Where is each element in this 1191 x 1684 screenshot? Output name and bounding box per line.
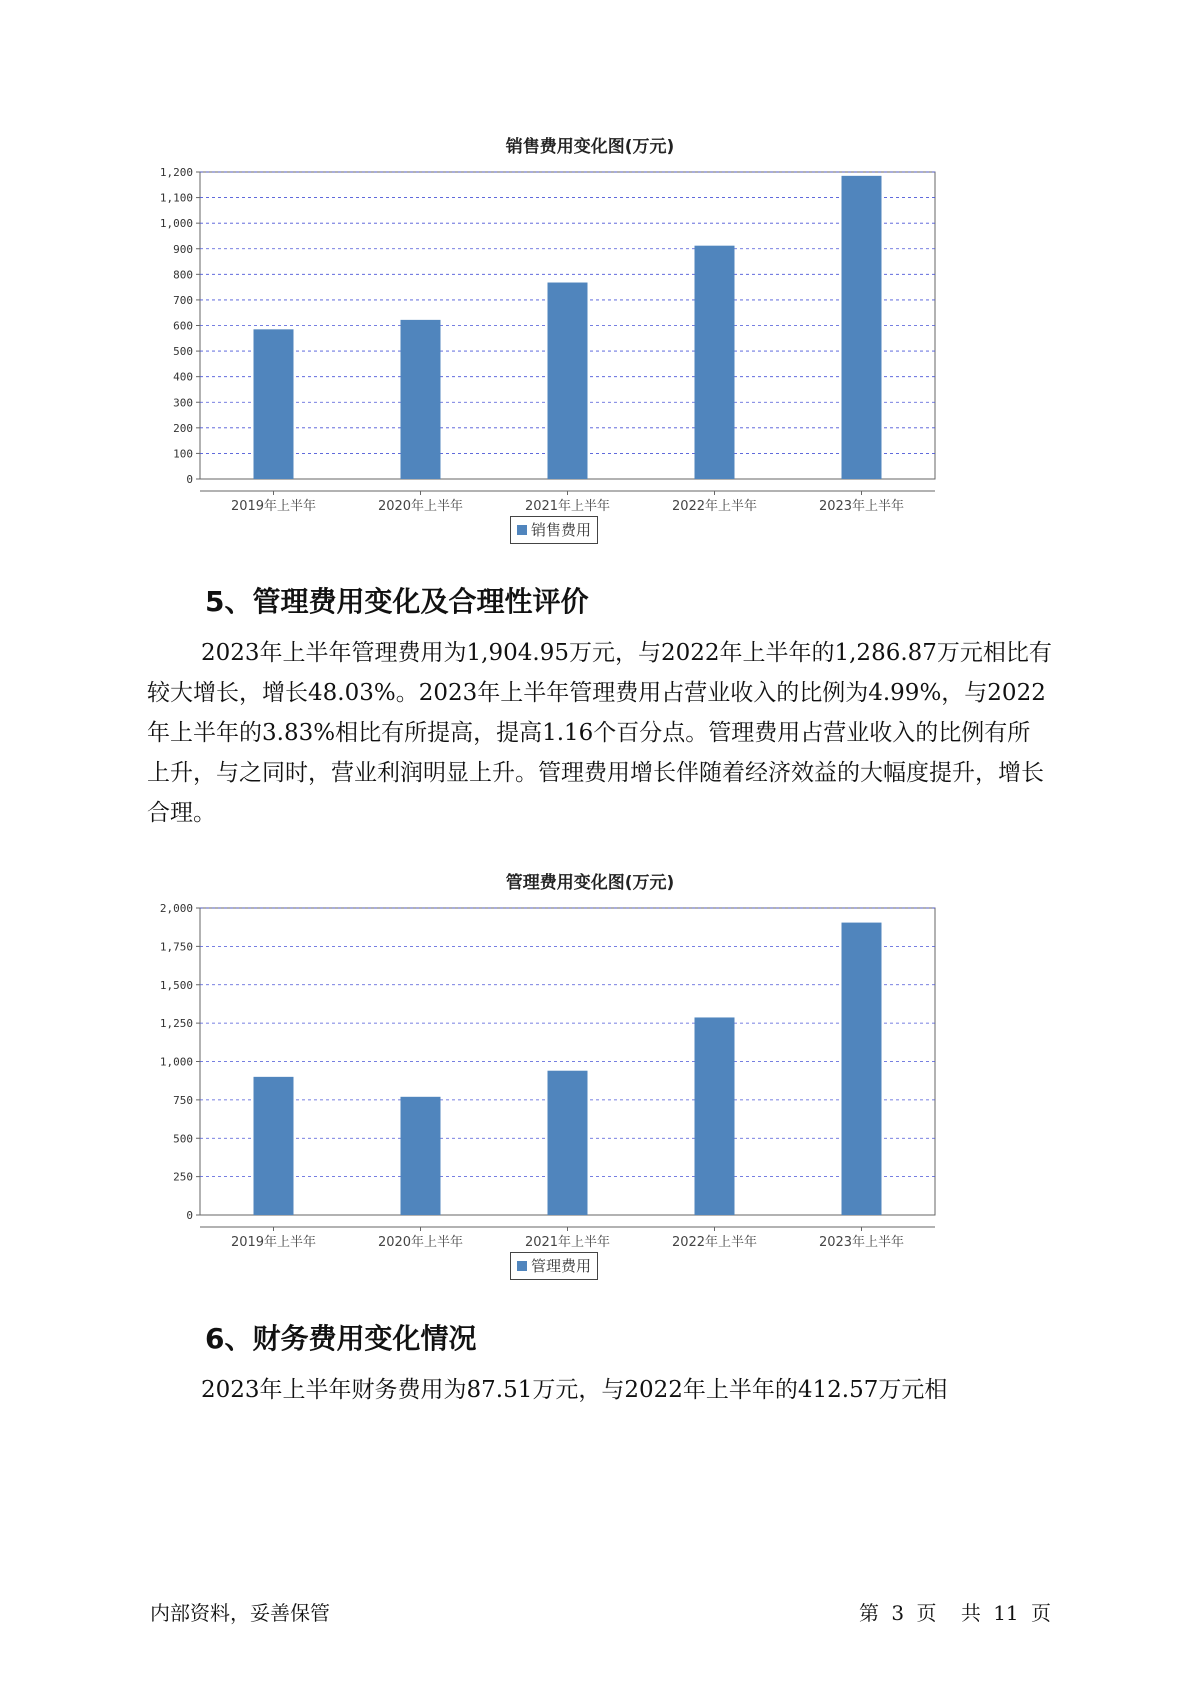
y-tick-label: 700 — [173, 293, 193, 307]
sales-expense-chart — [150, 132, 1030, 552]
bar — [254, 329, 294, 479]
x-tick-label: 2020年上半年 — [377, 499, 464, 514]
y-tick-label: 800 — [173, 268, 193, 282]
y-tick-label: 0 — [186, 473, 193, 486]
page-num: 3 — [891, 1601, 905, 1625]
section-5-paragraph: 2023年上半年管理费用为1,904.95万元，与2022年上半年的1,286.87万元相比有较大增长，增长48.03%。2023年上半年管理费用占营业收入的比例为4.99%，与2022年上半年的3.83%相比有所提高，提高1.16个百分点。管理费用占营业收入的比例有所上升，与之同时，营业利润明显上升。管理费用增长伴随着经济效益的大幅度提升，增长合理。 — [147, 640, 1052, 826]
bar — [842, 923, 882, 1215]
total-unit: 页 — [1031, 1601, 1051, 1625]
y-tick-label: 1,000 — [159, 1055, 193, 1069]
chart-legend — [510, 1252, 598, 1280]
footer-confidential: 内部资料，妥善保管 — [150, 1601, 330, 1625]
x-tick-label: 2023年上半年 — [818, 1235, 905, 1250]
bar — [401, 1097, 441, 1215]
y-tick-label: 500 — [173, 1132, 193, 1146]
y-tick-label: 1,250 — [159, 1017, 193, 1031]
y-tick-label: 1,500 — [159, 978, 193, 992]
y-tick-label: 400 — [173, 370, 193, 384]
page-unit: 页 — [916, 1601, 937, 1625]
x-tick-label: 2019年上半年 — [230, 499, 317, 514]
bar — [548, 283, 588, 479]
y-tick-label: 1,750 — [159, 940, 193, 954]
y-tick-label: 0 — [186, 1209, 193, 1222]
chart-title: 管理费用变化图(万元) — [505, 873, 675, 893]
y-tick-label: 600 — [173, 319, 193, 333]
y-tick-label: 1,200 — [159, 166, 193, 179]
y-tick-label: 900 — [173, 242, 193, 256]
section-6-heading: 6、财务费用变化情况 — [205, 1322, 477, 1355]
x-tick-label: 2021年上半年 — [524, 1235, 611, 1250]
legend-swatch — [517, 1261, 527, 1271]
footer-page-number — [853, 1597, 1051, 1626]
sales-expense-plot — [150, 162, 1030, 542]
x-tick-label: 2020年上半年 — [377, 1235, 464, 1250]
x-tick-label: 2022年上半年 — [671, 1235, 758, 1250]
section-6-paragraph: 2023年上半年财务费用为87.51万元，与2022年上半年的412.57万元相 — [201, 1377, 948, 1403]
total-label: 共 — [960, 1601, 981, 1625]
bar — [254, 1077, 294, 1215]
chart-legend — [510, 516, 598, 544]
bar — [695, 246, 735, 479]
legend-swatch — [517, 525, 527, 535]
x-tick-label: 2023年上半年 — [818, 499, 905, 514]
y-tick-label: 750 — [173, 1093, 193, 1107]
y-tick-label: 1,000 — [159, 217, 193, 231]
y-tick-label: 2,000 — [159, 902, 193, 915]
x-tick-label: 2019年上半年 — [230, 1235, 317, 1250]
x-tick-label: 2022年上半年 — [671, 499, 758, 514]
bar — [548, 1071, 588, 1215]
y-tick-label: 200 — [173, 421, 193, 435]
section-5-heading: 5、管理费用变化及合理性评价 — [205, 585, 589, 618]
x-tick-label: 2021年上半年 — [524, 499, 611, 514]
page-label: 第 — [859, 1601, 880, 1625]
legend-label: 管理费用 — [531, 1257, 592, 1275]
admin-expense-plot — [150, 898, 1030, 1278]
y-tick-label: 300 — [173, 396, 193, 410]
admin-expense-chart — [150, 868, 1030, 1288]
total-num: 11 — [993, 1601, 1019, 1625]
chart-title: 销售费用变化图(万元) — [505, 137, 675, 157]
y-tick-label: 250 — [173, 1170, 193, 1184]
legend-label: 销售费用 — [531, 521, 592, 539]
bar — [842, 176, 882, 479]
y-tick-label: 100 — [173, 447, 193, 461]
bar — [695, 1017, 735, 1215]
y-tick-label: 1,100 — [159, 191, 193, 205]
y-tick-label: 500 — [173, 345, 193, 359]
bar — [401, 320, 441, 479]
